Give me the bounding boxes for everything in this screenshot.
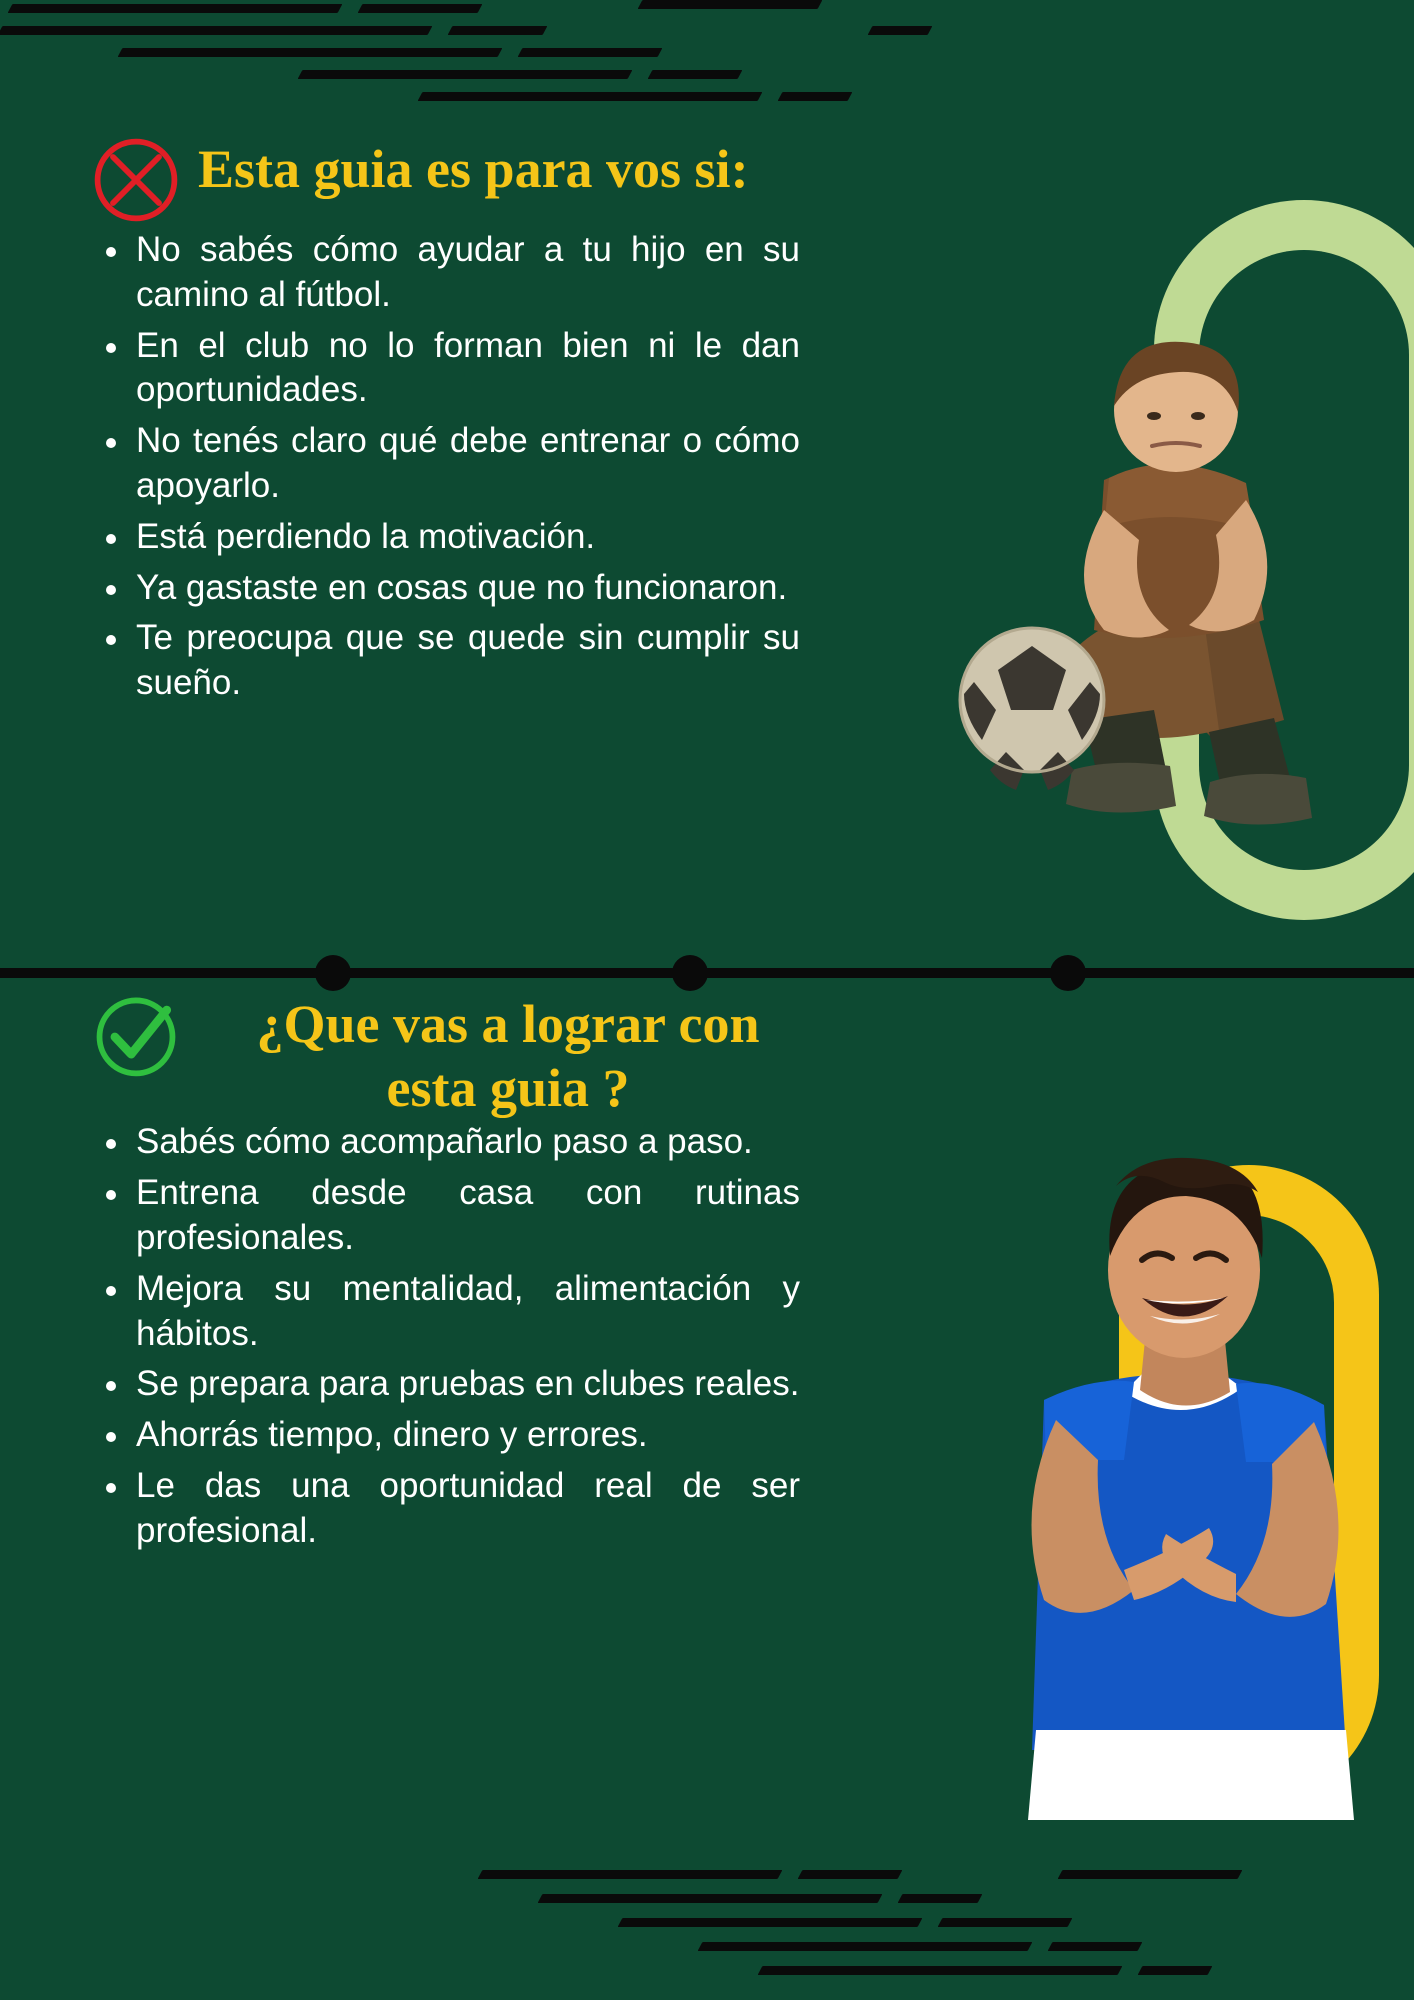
list-item: No sabés cómo ayudar a tu hijo en su camino al fútbol. — [100, 228, 800, 318]
list-item: No tenés claro qué debe entrenar o cómo apoyarlo. — [100, 419, 800, 509]
section-one-heading-row — [0, 130, 1414, 228]
list-item: Mejora su mentalidad, alimentación y hábitos. — [100, 1267, 800, 1357]
section-one-list — [0, 228, 800, 706]
list-item: Se prepara para pruebas en clubes reales. — [100, 1362, 800, 1407]
top-speed-lines-decoration — [0, 0, 1414, 120]
section-one-title: Esta guia es para vos si: — [198, 139, 749, 199]
red-cross-circle-icon — [88, 132, 184, 228]
list-item: Entrena desde casa con rutinas profesionales. — [100, 1171, 800, 1261]
section-who-is-this-for — [0, 130, 1414, 712]
section-two-title — [184, 985, 818, 1120]
section-two-title-line-1: ¿Que vas a lograr con — [256, 994, 760, 1054]
list-item: Sabés cómo acompañarlo paso a paso. — [100, 1120, 800, 1165]
list-item: Ahorrás tiempo, dinero y errores. — [100, 1413, 800, 1458]
green-check-circle-icon — [88, 987, 184, 1083]
list-item: Ya gastaste en cosas que no funcionaron. — [100, 566, 800, 611]
list-item: Está perdiendo la motivación. — [100, 515, 800, 560]
list-item: Te preocupa que se quede sin cumplir su sueño. — [100, 616, 800, 706]
bottom-speed-lines-decoration — [0, 1860, 1414, 2000]
section-two-list — [0, 1120, 800, 1553]
list-item: En el club no lo forman bien ni le dan oportunidades. — [100, 324, 800, 414]
section-two-title-line-2: esta guia ? — [386, 1057, 630, 1118]
section-two-heading-row — [0, 985, 1414, 1120]
list-item: Le das una oportunidad real de ser profesional. — [100, 1464, 800, 1554]
section-what-you-will-achieve — [0, 985, 1414, 1560]
